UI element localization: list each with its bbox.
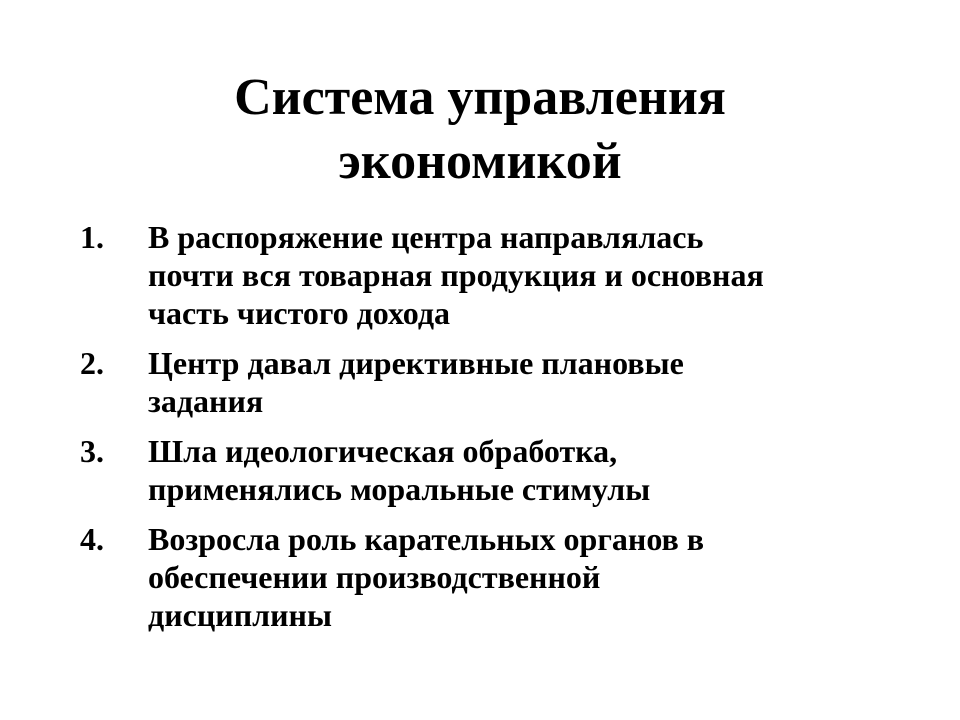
bullet-line: Шла идеологическая обработка,	[148, 433, 618, 469]
bullet-line: часть чистого дохода	[148, 295, 451, 331]
bullet-line: задания	[148, 383, 264, 419]
bullet-line: применялись моральные стимулы	[148, 471, 651, 507]
slide-title-line-2: экономикой	[338, 133, 622, 190]
bullet-number: 1.	[80, 219, 104, 255]
slide-title-line-1: Система управления	[234, 69, 726, 126]
bullet-line: почти вся товарная продукция и основная	[148, 257, 764, 293]
bullet-item-4	[80, 520, 880, 634]
bullet-line: В распоряжение центра направлялась	[148, 219, 704, 255]
bullet-number: 4.	[80, 521, 104, 557]
bullet-line: дисциплины	[148, 597, 332, 633]
bullet-text	[148, 218, 880, 332]
bullet-number: 2.	[80, 345, 104, 381]
bullet-text	[148, 344, 880, 420]
bullet-number: 3.	[80, 433, 104, 469]
bullet-text	[148, 432, 880, 508]
bullet-line: Возросла роль карательных органов в	[148, 521, 705, 557]
bullet-list	[80, 218, 880, 646]
bullet-item-2	[80, 344, 880, 420]
bullet-line: Центр давал директивные плановые	[148, 345, 684, 381]
bullet-line: обеспечении производственной	[148, 559, 601, 595]
bullet-item-3	[80, 432, 880, 508]
bullet-item-1	[80, 218, 880, 332]
slide-title	[120, 66, 840, 194]
bullet-text	[148, 520, 880, 634]
